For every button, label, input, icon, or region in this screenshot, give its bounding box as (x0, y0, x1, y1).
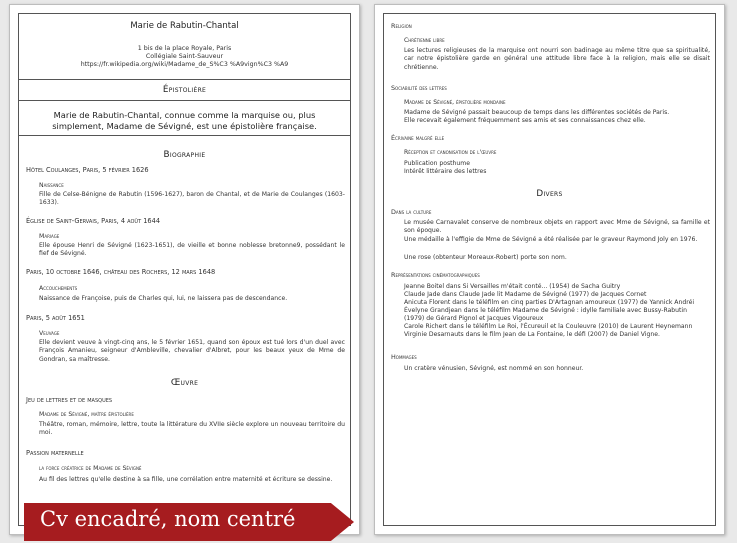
entry-subtitle: Réception et canonisation de l'œuvre (404, 149, 497, 156)
film-line: Anicuta Florent dans le téléfilm en cinq parties D'Artagnan amoureux (1977) de Yannick Andréi (404, 299, 695, 306)
section-heading-oeuvre: Œuvre (170, 378, 199, 388)
entry-title: Dans la culture (391, 208, 432, 216)
entry-title: Écrivaine malgré elle (391, 134, 445, 142)
entry-title: Paris, 10 octobre 1646, château des Rochers, 12 mars 1648 (26, 268, 216, 276)
entry-title: Jeu de lettres et de masques (26, 396, 113, 404)
entry-title: Représentations cinématographiques (391, 271, 480, 279)
film-line: Jeanne Boitel dans Si Versailles m'était conté... (1954) de Sacha Guitry (404, 283, 621, 290)
cv-address: 1 bis de la place Royale, Paris (137, 45, 232, 52)
cv-title: Épistolière (162, 85, 207, 95)
section-heading-divers: Divers (536, 189, 563, 199)
film-line: Virginie Desarnauts dans le film Jean de La Fontaine, le défi (2007) de Daniel Vigne. (404, 331, 660, 338)
entry-text-line: Intérêt littéraire des lettres (404, 168, 487, 175)
entry-title: Paris, 5 août 1651 (26, 314, 85, 322)
cv-url: https://fr.wikipedia.org/wiki/Madame_de_S%C3 %A9vign%C3 %A9 (80, 61, 289, 68)
entry-title: Passion maternelle (26, 449, 84, 457)
entry-text: Elle devient veuve à vingt-cinq ans, le 5 février 1651, quand son époux est tué lors d'un duel avec François Amanieu, seigneur d'Ambleville, chevalier d'Albret, pour les beaux yeux de Mme de Gondran, sa maîtresse. (39, 339, 345, 363)
entry-title: Hommages (391, 353, 417, 361)
entry-text: Un cratère vénusien, Sévigné, est nommé en son honneur. (404, 365, 584, 372)
film-line: (1979) de Gérard Pignol et Jacques Vigoureux (404, 315, 544, 322)
entry-text: Au fil des lettres qu'elle destine à sa fille, une corrélation entre maternité et écriture se dessine. (39, 476, 333, 483)
entry-subtitle: Madame de Sévigné, épistolière mondaine (404, 99, 506, 106)
entry-text: Elle épouse Henri de Sévigné (1623-1651), de vieille et bonne noblesse bretonne9, possédant le fief de Sévigné. (39, 242, 345, 258)
entry-subtitle: la force créatrice de Madame de Sévigné (39, 465, 142, 472)
entry-subtitle: Veuvage (39, 330, 60, 337)
entry-subtitle: Madame de Sévigné, maître épistolière (39, 411, 134, 418)
film-line: Claude Jade dans Claude Jade lit Madame de Sévigné (1977) de Jacques Cornet (404, 291, 647, 298)
divider (18, 100, 351, 101)
page-right (374, 4, 725, 535)
entry-text-line: Publication posthume (404, 160, 470, 167)
template-name-label: Cv encadré, nom centré (40, 507, 296, 531)
cv-name: Marie de Rabutin-Chantal (130, 21, 239, 31)
entry-title: Religion (391, 22, 412, 30)
entry-text-line: Elle recevait également fréquemment ses amis et ses connaissances chez elle. (404, 117, 646, 124)
cv-school: Collégiale Saint-Sauveur (145, 53, 224, 60)
section-heading-biographie: Biographie (163, 150, 206, 160)
entry-text: Le musée Carnavalet conserve de nombreux objets en rapport avec Mme de Sévigné, sa famille et son époque. (404, 219, 710, 235)
entry-subtitle: Mariage (39, 233, 60, 240)
entry-text: Les lectures religieuses de la marquise ont nourri son badinage au même titre que sa spiritualité, car notre épistolière garde en général une attitude libre face à la religion, mais elle se disait chrétienne. (404, 47, 710, 71)
entry-subtitle: Chrétienne libre (404, 37, 445, 44)
entry-text-line: Madame de Sévigné passait beaucoup de temps dans les différentes sociétés de Paris. (404, 109, 670, 116)
page-left (9, 4, 360, 535)
entry-title: Église de Saint-Gervais, Paris, 4 août 1644 (26, 217, 161, 225)
entry-text: Une rose (obtenteur Moreaux-Robert) porte son nom. (404, 254, 567, 261)
divider (18, 135, 351, 136)
cv-summary: Marie de Rabutin-Chantal, connue comme la marquise ou, plus simplement, Madame de Sévigné, est une épistolière française. (52, 110, 317, 131)
entry-subtitle: Naissance (39, 182, 64, 189)
divider (18, 79, 351, 80)
entry-text: Théâtre, roman, mémoire, lettre, toute la littérature du XVIIe siècle explore un nouveau territoire du moi. (39, 421, 345, 437)
entry-title: Sociabilité des lettres (391, 84, 447, 92)
film-line: Évelyne Grandjean dans le téléfilm Madame de Sévigné : idylle familiale avec Bussy-Rabutin (404, 307, 687, 314)
entry-text: Naissance de Françoise, puis de Charles qui, lui, ne laissera pas de descendance. (39, 295, 288, 302)
entry-text: Fille de Celse-Bénigne de Rabutin (1596-1627), baron de Chantal, et de Marie de Coulanges (1603-1633). (39, 191, 345, 207)
entry-title: Hôtel Coulanges, Paris, 5 février 1626 (26, 166, 149, 174)
film-line: Carole Richert dans le téléfilm Le Roi, l'Écureuil et la Couleuvre (2010) de Laurent Heynemann (404, 323, 693, 330)
entry-text: Une médaille à l'effigie de Mme de Sévigné a été réalisée par le graveur Raymond Joly en 1976. (404, 236, 698, 243)
entry-subtitle: Accouchements (39, 285, 78, 292)
